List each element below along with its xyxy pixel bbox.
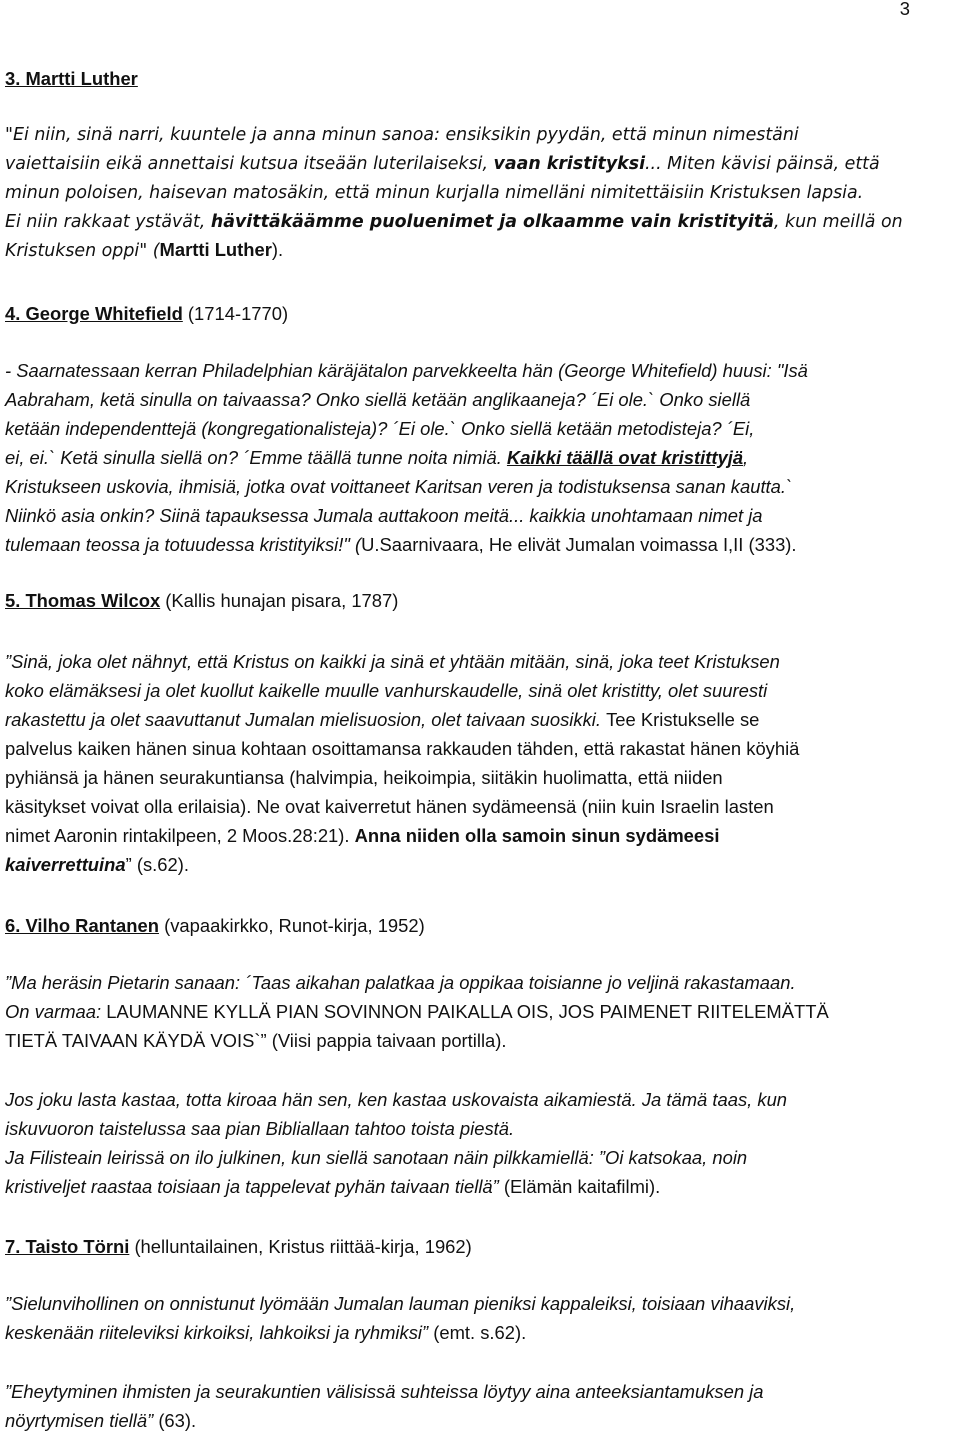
text-line xyxy=(5,856,189,874)
section-heading-suffix: (1714-1770) xyxy=(182,303,289,324)
text-line xyxy=(5,449,748,467)
text-line xyxy=(5,391,750,409)
text-line xyxy=(5,241,283,260)
text-run: Kristukseen uskovia, ihmisiä, jotka ovat voittaneet Karitsan veren ja todistuksensa sanan kautta.` xyxy=(5,476,793,497)
text-run: (63). xyxy=(153,1410,197,1431)
text-run: keskenään riiteleviksi kirkoiksi, lahkoiksi ja ryhmiksi” xyxy=(5,1322,429,1343)
text-run: On varmaa: xyxy=(5,1001,107,1022)
text-run: minun poloisen, haisevan matosäkin, että minun kurjalla nimelläni nimitettäisiin Kristuksen lapsia. xyxy=(5,183,864,203)
text-line xyxy=(5,798,774,816)
section-heading xyxy=(5,917,425,935)
text-run: Kristuksen oppi" ( xyxy=(5,241,160,261)
text-line xyxy=(5,507,763,525)
section-heading-suffix: (vapaakirkko, Runot-kirja, 1952) xyxy=(158,915,425,936)
text-line xyxy=(5,212,903,231)
section-heading-suffix: (Kallis hunajan pisara, 1787) xyxy=(160,590,399,611)
text-run: pyhiänsä ja hänen seurakuntiansa (halvimpia, heikoimpia, siitäkin huolimatta, että niiden xyxy=(5,767,723,788)
text-run: "Ei niin, sinä narri, kuuntele ja anna minun sanoa: ensiksikin pyydän, että minun nimestäni xyxy=(5,125,799,145)
text-run: nöyrtymisen tiellä” xyxy=(5,1410,154,1431)
text-line xyxy=(5,1383,764,1401)
text-run: ”Eheytyminen ihmisten ja seurakuntien välisissä suhteissa löytyy aina anteeksiantamuksen ja xyxy=(5,1381,764,1402)
text-line xyxy=(5,827,719,845)
text-run: tulemaan teossa ja totuudessa kristityiksi!" ( xyxy=(5,534,362,555)
text-run: ... Miten kävisi päinsä, että xyxy=(645,154,880,174)
text-line xyxy=(5,1324,526,1342)
section-heading-title: 5. Thomas Wilcox xyxy=(5,590,161,611)
text-line xyxy=(5,1149,747,1167)
text-run: LAUMANNE KYLLÄ PIAN SOVINNON PAIKALLA OIS, JOS PAIMENET RIITELEMÄTTÄ xyxy=(106,1001,829,1022)
section-heading-suffix: (helluntailainen, Kristus riittää-kirja, 1962) xyxy=(129,1236,472,1257)
text-line xyxy=(5,1412,196,1430)
text-run: Martti Luther xyxy=(159,239,272,260)
text-run: ” (s.62). xyxy=(125,854,189,875)
text-line xyxy=(5,183,863,202)
text-run: käsitykset voivat olla erilaisia). Ne ovat kaiverretut hänen sydämeensä (niin kuin Israelin lasten xyxy=(5,796,774,817)
section-heading xyxy=(5,1238,472,1256)
text-run: Anna niiden olla samoin sinun sydämeesi xyxy=(354,825,720,846)
text-line xyxy=(5,1120,514,1138)
text-run: TIETÄ TAIVAAN KÄYDÄ VOIS`” xyxy=(5,1030,272,1051)
text-line xyxy=(5,682,767,700)
text-line xyxy=(5,740,799,758)
text-run: kristiveljet raastaa toisiaan ja tappelevat pyhän taivaan tiellä” xyxy=(5,1176,499,1197)
page-number: 3 xyxy=(899,0,910,19)
text-run: ”Sinä, joka olet nähnyt, että Kristus on kaikki ja sinä et yhtään mitään, sinä, joka teet Kristuksen xyxy=(5,651,780,672)
section-heading xyxy=(5,70,138,88)
text-line xyxy=(5,1003,829,1021)
text-run: iskuvuoron taistelussa saa pian Bibliallaan tahtoo toista piestä. xyxy=(5,1118,515,1139)
text-run: Ei niin rakkaat ystävät, xyxy=(5,212,211,232)
text-run: ei, ei.` Ketä sinulla siellä on? ´Emme täällä tunne noita nimiä. xyxy=(5,447,507,468)
text-run: Ja Filisteain leirissä on ilo julkinen, kun siellä sanotaan näin pilkkamiellä: ”Oi katsokaa, noin xyxy=(5,1147,748,1168)
text-run: ”Sielunvihollinen on onnistunut lyömään Jumalan lauman pieniksi kappaleiksi, toisiaan vihaaviksi, xyxy=(5,1293,796,1314)
text-run: Niinkö asia onkin? Siinä tapauksessa Jumala auttakoon meitä... kaikkia unohtamaan nimet ja xyxy=(5,505,763,526)
text-line xyxy=(5,362,808,380)
text-line xyxy=(5,536,797,554)
section-heading-title: 6. Vilho Rantanen xyxy=(5,915,159,936)
section-heading-title: 4. George Whitefield xyxy=(5,303,183,324)
text-run: nimet Aaronin rintakilpeen, 2 Moos.28:21). xyxy=(5,825,355,846)
text-run: , xyxy=(743,447,749,468)
section-heading-title: 3. Martti Luther xyxy=(5,68,138,89)
text-run: Aabraham, ketä sinulla on taivaassa? Onko siellä ketään anglikaaneja? ´Ei ole.` Onko siellä xyxy=(5,389,751,410)
text-line xyxy=(5,154,880,173)
text-run: rakastettu ja olet saavuttanut Jumalan mielisuosion, olet taivaan suosikki. xyxy=(5,709,607,730)
text-run: ketään independenttejä (kongregationalisteja)? ´Ei ole.` Onko siellä ketään metodisteja? ´Ei, xyxy=(5,418,755,439)
text-line xyxy=(5,1032,507,1050)
text-run: vaiettaisiin eikä annettaisi kutsua itseään luterilaiseksi, xyxy=(5,154,494,174)
text-run: U.Saarnivaara, He elivät Jumalan voimassa I,II (333). xyxy=(361,534,797,555)
text-run: hävittäkäämme puoluenimet ja olkaamme vain kristityitä xyxy=(210,212,774,232)
text-run: palvelus kaiken hänen sinua kohtaan osoittamansa rakkauden tähden, että rakastat hänen köyhiä xyxy=(5,738,800,759)
text-line xyxy=(5,125,799,144)
text-run: - Saarnatessaan kerran Philadelphian käräjätalon parvekkeelta hän (George Whitefield) huusi: "Isä xyxy=(5,360,808,381)
text-run: koko elämäksesi ja olet kuollut kaikelle muulle vanhurskaudelle, sinä olet kristitty, olet suuresti xyxy=(5,680,768,701)
section-heading-title: 7. Taisto Törni xyxy=(5,1236,130,1257)
text-run: vaan kristityksi xyxy=(493,154,646,174)
text-line xyxy=(5,420,754,438)
text-run: (Elämän kaitafilmi). xyxy=(498,1176,661,1197)
text-run: Kaikki täällä ovat kristittyjä xyxy=(506,447,744,468)
text-run: (Viisi pappia taivaan portilla). xyxy=(271,1030,507,1051)
text-run: ). xyxy=(271,239,284,260)
text-line xyxy=(5,653,780,671)
text-line xyxy=(5,711,759,729)
section-heading xyxy=(5,592,398,610)
text-run: (emt. s.62). xyxy=(428,1322,527,1343)
text-run: Tee Kristukselle se xyxy=(606,709,760,730)
text-run: , kun meillä on xyxy=(773,212,903,232)
text-run: Jos joku lasta kastaa, totta kiroaa hän sen, ken kastaa uskovaista aikamiestä. Ja tämä taas, kun xyxy=(5,1089,788,1110)
section-heading xyxy=(5,305,288,323)
text-line xyxy=(5,1091,787,1109)
text-line xyxy=(5,974,796,992)
text-line xyxy=(5,1178,660,1196)
text-run: kaiverrettuina xyxy=(5,854,126,875)
text-run: ”Ma heräsin Pietarin sanaan: ´Taas aikahan palatkaa ja oppikaa toisianne jo veljinä rakastamaan. xyxy=(5,972,796,993)
text-line xyxy=(5,1295,795,1313)
text-line xyxy=(5,769,723,787)
text-line xyxy=(5,478,792,496)
